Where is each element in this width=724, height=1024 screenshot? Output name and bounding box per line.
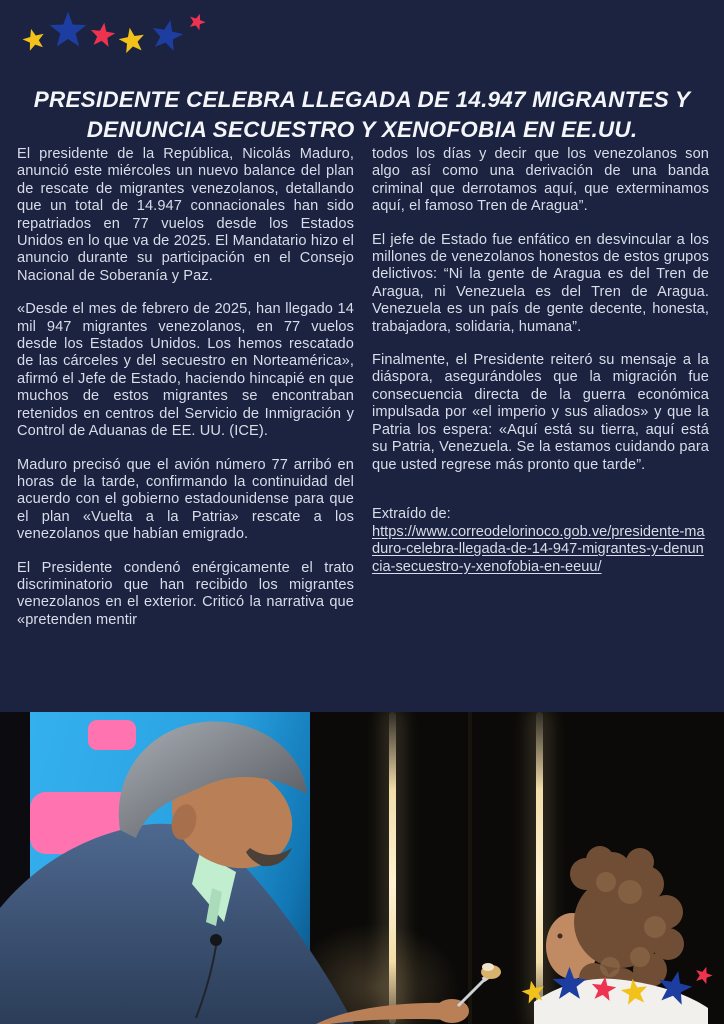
photo-maduro-child — [0, 712, 724, 1024]
top-left-stars-decoration — [0, 0, 230, 70]
article-right-column — [372, 146, 709, 645]
paragraph: todos los días y decir que los venezolanos son algo así como una derivación de una banda criminal que derrotamos aquí, que exterminamos aquí, el famoso Tren de Aragua”. — [372, 146, 709, 215]
star-blue-icon — [551, 966, 588, 1003]
star-blue-icon — [48, 11, 88, 51]
paragraph: Finalmente, el Presidente reiteró su mensaje a la diáspora, asegurándoles que la migración fue consecuencia directa de la guerra económica impulsada por «el imperio y sus aliados» y que la Patria los espera: «Aquí está su tierra, aquí está su Patria, Venezuela. Se la estamos cuidando para que usted regrese más pronto que tarde”. — [372, 352, 709, 473]
star-blue-icon — [653, 967, 697, 1011]
star-red-small-icon — [185, 10, 208, 33]
star-red-icon — [588, 974, 618, 1004]
star-yellow-icon — [19, 25, 48, 54]
star-blue-icon — [147, 16, 187, 56]
star-yellow-icon — [116, 25, 148, 57]
bottom-right-stars-decoration — [0, 712, 724, 1024]
article-left-column — [17, 146, 354, 645]
paragraph: El jefe de Estado fue enfático en desvincular a los millones de venezolanos honestos de estos grupos delictivos: “Ni la gente de Aragua es del Tren de Aragua, ni Venezuela es del Tren de Aragua. Venezuela es un país de gente decente, honesta, trabajadora, solidaria, humana”. — [372, 231, 709, 335]
paragraph: El Presidente condenó enérgicamente el trato discriminatorio que han recibido los migrantes venezolanos en el exterior. Criticó la narrativa que «pretenden mentir — [17, 559, 354, 628]
star-red-icon — [87, 20, 117, 50]
source-block — [372, 506, 709, 576]
paragraph: El presidente de la República, Nicolás Maduro, anunció este miércoles un nuevo balance del plan de rescate de migrantes venezolanos, detallando que un total de 14.947 connacionales han sido repatriados en 77 vuelos desde los Estados Unidos en lo que va de 2025. El Mandatario hizo el anuncio durante su participación en el Consejo Nacional de Soberanía y Paz. — [17, 146, 354, 284]
star-red-small-icon — [692, 964, 716, 988]
star-yellow-icon — [519, 978, 549, 1008]
page-title — [16, 85, 708, 145]
page-title-line2: DENUNCIA SECUESTRO Y XENOFOBIA EN EE.UU. — [86, 117, 638, 143]
source-link[interactable]: https://www.correodelorinoco.gob.ve/presidente-maduro-celebra-llegada-de-14-947-migrantes-y-denuncia-secuestro-y-xenofobia-en-eeuu/ — [372, 523, 705, 575]
paragraph: «Desde el mes de febrero de 2025, han llegado 14 mil 947 migrantes venezolanos, en 77 vuelos desde los Estados Unidos. Los hemos rescatado de las cárceles y del secuestro en Norteamérica», afirmó el Jefe de Estado, haciendo hincapié en que muchos de estos migrantes se encontraban retenidos en centros del Servicio de Inmigración y Control de Aduanas de EE. UU. (ICE). — [17, 301, 354, 440]
source-label: Extraído de: — [372, 505, 451, 522]
page-title-line1: PRESIDENTE CELEBRA LLEGADA DE 14.947 MIGRANTES Y — [33, 87, 691, 113]
paragraph: Maduro precisó que el avión número 77 arribó en horas de la tarde, confirmando la continuidad del acuerdo con el gobierno estadounidense para que el plan «Vuelta a la Patria» rescate a los venezolanos que habían emigrado. — [17, 456, 354, 543]
article-body — [17, 146, 709, 645]
star-yellow-icon — [618, 976, 651, 1009]
